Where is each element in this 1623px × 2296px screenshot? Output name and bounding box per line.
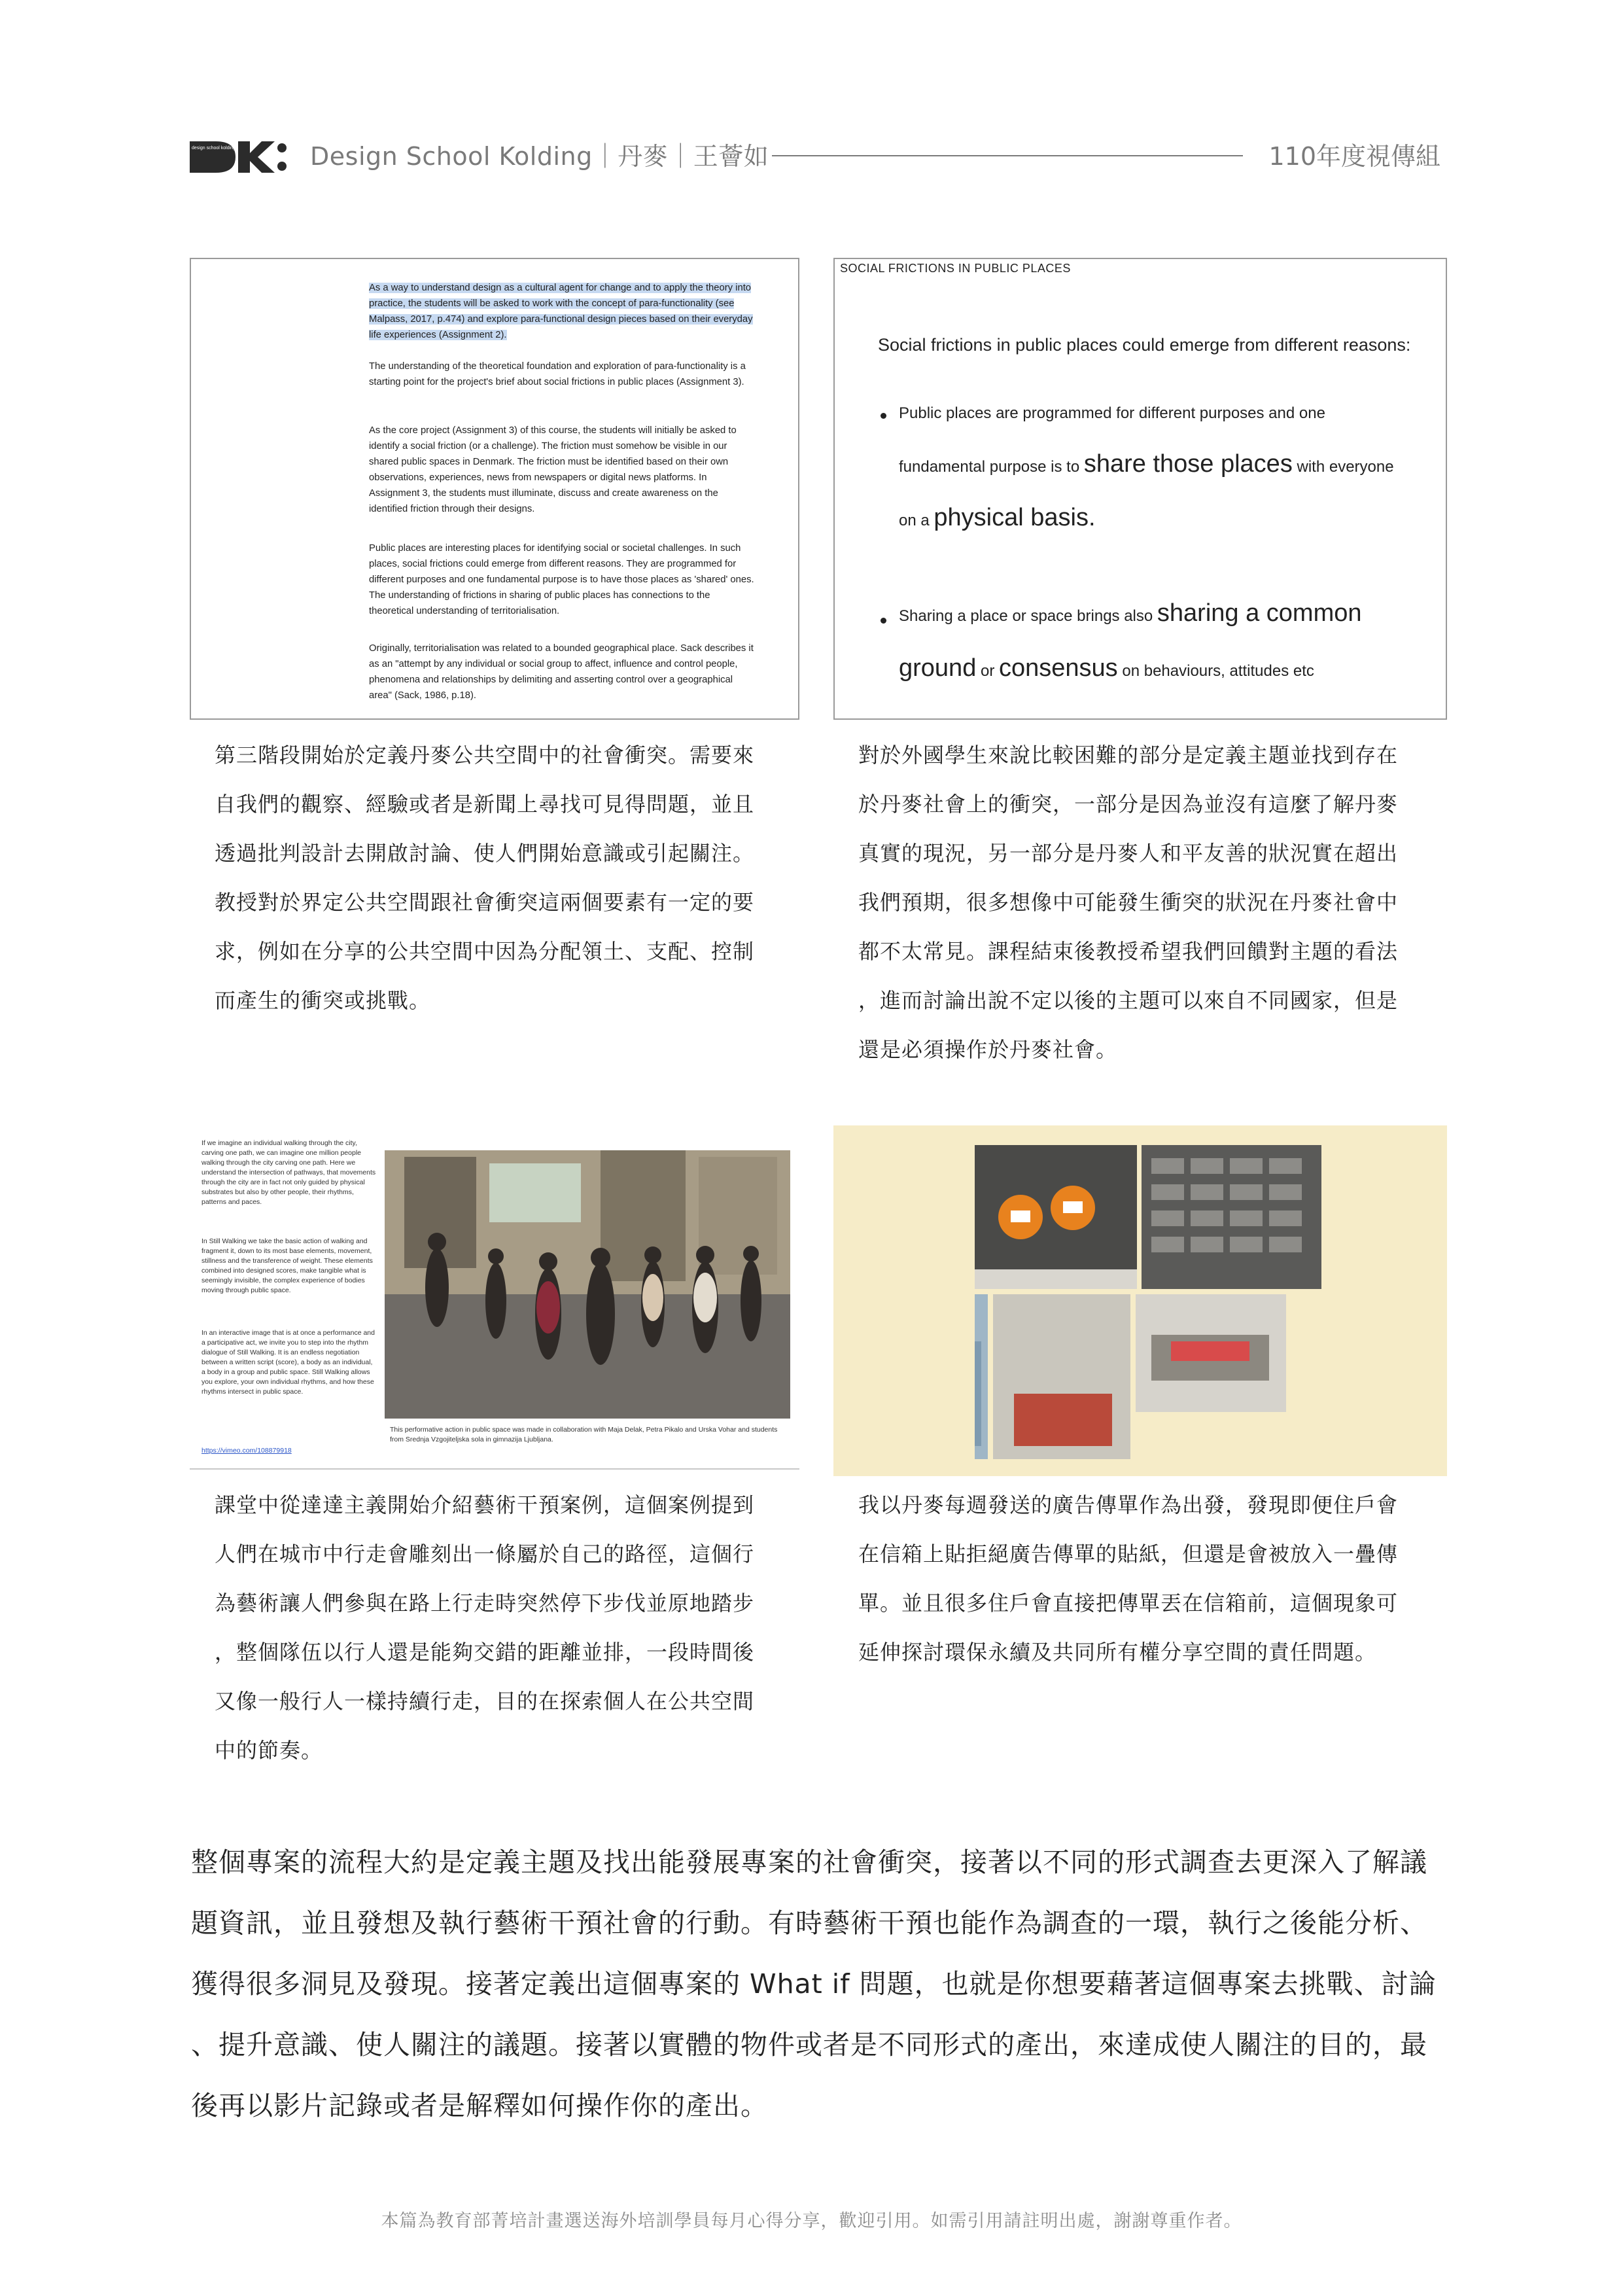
header-program: 110年度視傳組	[1268, 142, 1440, 171]
still-walking-paragraph-1: If we imagine an individual walking through the city, carving one path, we can imagine one million people walking through the city carving one path. Here we understand the intersection of pathways, that movements through the city are in fact not only guided by physical substrates but also by other people, their rhythms, patterns and paces.	[201, 1139, 376, 1206]
brief-paragraph-4: Public places are interesting places for identifying social or societal challenges. In such places, social frictions could emerge from different reasons. They are programmed for different purposes and one fundamental purpose is to have those places as 'shared' ones. The understanding of frictions in sharing of public places has connections to the theoretical understanding of territorialisation.	[369, 543, 754, 616]
bullet2-line1: Sharing a place or space brings also sharing a common	[899, 599, 1362, 627]
still-walking-paragraph-3: In an interactive image that is at once a performance and a participative act, we invite you to step into the rhythm dialogue of Still Walking. It is an endless negotiation between a written script (score), a body as an individual, a body in a group and public space. Still Walking allows you explore, your own individual rhythms, and how these rhythms intersect in public space.	[201, 1329, 375, 1396]
bullet1-line2: fundamental purpose is to share those places with everyone	[899, 450, 1394, 478]
caption-course-brief: 第三階段開始於定義丹麥公共空間中的社會衝突。需要來 自我們的觀察、經驗或者是新聞上尋找可見得問題，並且 透過批判設計去開啟討論、使人們開始意識或引起關注。 教授對於界定公共空間跟社會衝突這兩個要素有一定的要 求，例如在分享的公共空間中因為分配領土、支配、控制 而產生的衝突或挑戰。	[215, 743, 755, 1013]
vimeo-link[interactable]: https://vimeo.com/108879918	[201, 1447, 292, 1455]
flyer-friction-slide	[833, 1125, 1447, 1476]
dk-logo	[190, 139, 287, 175]
slide-header: SOCIAL FRICTIONS IN PUBLIC PLACES	[840, 262, 1071, 275]
brief-paragraph-2: The understanding of the theoretical foundation and exploration of para-functionality is a starting point for the project's brief about social frictions in public places (Assignment 3).	[369, 361, 746, 387]
course-brief-slide	[190, 258, 799, 720]
bullet1-line1: Public places are programmed for different purposes and one	[899, 404, 1325, 422]
bullet2-line2: ground or consensus on behaviours, attitudes etc	[899, 654, 1314, 682]
caption-still-walking: 課堂中從達達主義開始介紹藝術干預案例，這個案例提到 人們在城市中行走會雕刻出一條屬於自己的路徑，這個行 為藝術讓人們參與在路上行走時突然停下步伐並原地踏步 ，整個隊伍以行人還是能夠交錯的距離並排，一段時間後 又像一般行人一樣持續行走，目的在探索個人在公共空間 中的節奏。	[215, 1492, 755, 1763]
caption-difficulty: 對於外國學生來說比較困難的部分是定義主題並找到存在 於丹麥社會上的衝突，一部分是因為並沒有這麼了解丹麥 真實的現況，另一部分是丹麥人和平友善的狀況實在超出 我們預期，很多想像中可能發生衝突的狀況在丹麥社會中 都不太常見。課程結束後教授希望我們回饋對主題的看法 ，進而討論出說不定以後的主題可以來自不同國家，但是 還是必須操作於丹麥社會。	[858, 743, 1399, 1062]
social-frictions-slide	[833, 258, 1447, 720]
bullet-dot	[881, 413, 886, 419]
header-title: Design School Kolding｜丹麥｜王薈如	[310, 142, 769, 171]
street-performance-photo	[385, 1150, 790, 1419]
footer-note: 本篇為教育部菁培計畫選送海外培訓學員每月心得分享，歡迎引用。如需引用請註明出處，謝謝尊重作者。	[381, 2211, 1242, 2231]
caption-flyer-project: 我以丹麥每週發送的廣告傳單作為出發，發現即便住戶會 在信箱上貼拒絕廣告傳單的貼紙，但還是會被放入一疊傳 單。並且很多住戶會直接把傳單丟在信箱前，這個現象可 延伸探討環保永續及共同所有權分享空間的責任問題。	[858, 1492, 1399, 1665]
header-divider	[772, 155, 1243, 156]
slide-intro: Social frictions in public places could emerge from different reasons:	[878, 335, 1411, 355]
brief-paragraph-5: Originally, territorialisation was related to a bounded geographical place. Sack describes it as an "attempt by any individual or social group to affect, influence and control people, phenomena and relationships by delimiting and asserting control over a geographical area" (Sack, 1986, p.18).	[369, 643, 754, 701]
still-walking-slide	[190, 1125, 799, 1470]
still-walking-paragraph-2: In Still Walking we take the basic action of walking and fragment it, down to its most base elements, movement, stillness and the transference of weight. These elements combined into designed scores, make tangible what is seemingly invisible, the complex experience of bodies moving through public space.	[201, 1237, 373, 1294]
logo-small-text: design school kolding	[192, 146, 236, 150]
brief-paragraph-3: As the core project (Assignment 3) of this course, the students will initially be asked to identify a social friction (or a challenge). The friction must somehow be visible in our shared public spaces in Denmark. The friction must be identified based on their own observations, experiences, news from newspapers or digital news platforms. In Assignment 3, the students must illuminate, discuss and create awareness on the identified friction through their designs.	[369, 425, 737, 514]
photo-credit: This performative action in public space was made in collaboration with Maja Delak, Petra Pikalo and Urska Vohar and students from Srednja Vzgojiteljska sola in gimnazija Ljubljana.	[390, 1426, 778, 1443]
bullet-dot	[881, 618, 886, 624]
mailbox-collage	[975, 1145, 1321, 1459]
project-process-summary: 整個專案的流程大約是定義主題及找出能發展專案的社會衝突，接著以不同的形式調查去更深入了解議 題資訊，並且發想及執行藝術干預社會的行動。有時藝術干預也能作為調查的一環，執行之後能分析、 獲得很多洞見及發現。接著定義出這個專案的 What if 問題，也就是你想要藉著這個專案去挑戰、討論 、提升意識、使人關注的議題。接著以實體的物件或者是不同形式的產出，來達成使人關注的目的，最 後再以影片記錄或者是解釋如何操作你的產出。	[191, 1846, 1437, 2121]
bullet1-line3: on a physical basis.	[899, 504, 1096, 531]
brief-paragraph-1: As a way to understand design as a cultural agent for change and to apply the theory into practice, the students will be asked to work with the concept of para-functionality (see Malpass, 2017, p.474) and explore para-functional design pieces based on their everyday life experiences (Assignment 2).	[369, 283, 753, 340]
